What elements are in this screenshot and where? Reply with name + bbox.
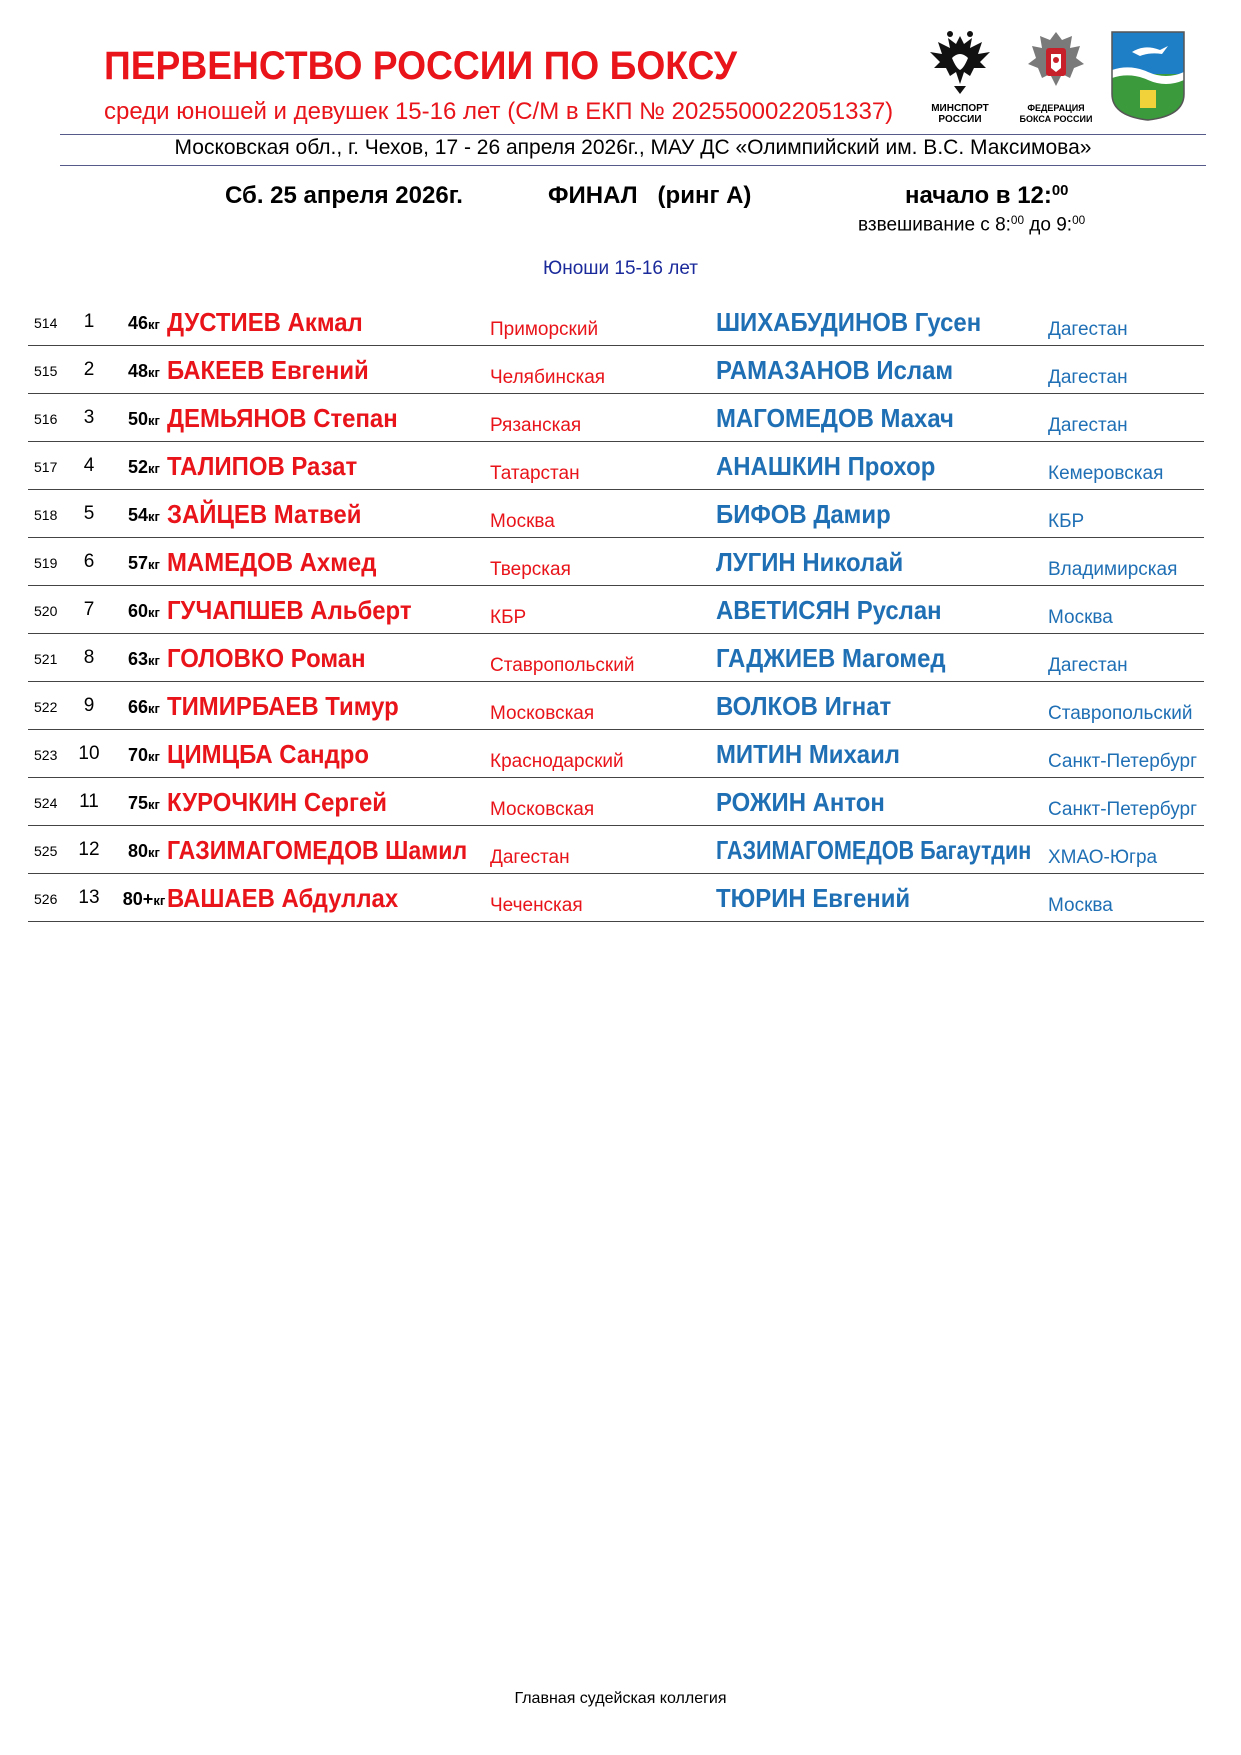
red-corner-region: Татарстан xyxy=(490,463,580,484)
weight-unit: кг xyxy=(153,893,166,908)
weight-unit: кг xyxy=(148,653,160,668)
weight-unit: кг xyxy=(148,365,160,380)
blue-corner-name: БИФОВ Дамир xyxy=(716,499,891,529)
section-title: Юноши 15-16 лет xyxy=(543,258,698,279)
red-corner-name: ГУЧАПШЕВ Альберт xyxy=(167,595,412,625)
weight-unit: кг xyxy=(148,509,160,524)
page-title: ПЕРВЕНСТВО РОССИИ ПО БОКСУ xyxy=(104,44,737,88)
red-corner-name: КУРОЧКИН Сергей xyxy=(167,787,388,817)
bout-number: 11 xyxy=(79,791,99,812)
table-row xyxy=(28,826,1204,874)
table-row xyxy=(28,586,1204,634)
red-corner-region: Дагестан xyxy=(490,847,570,868)
table-row xyxy=(28,490,1204,538)
session-date: Сб. 25 апреля 2026г. xyxy=(225,182,463,209)
blue-corner-region: Санкт-Петербург xyxy=(1048,799,1198,820)
federation-logo xyxy=(1018,28,1094,125)
header-rule-bottom xyxy=(60,165,1206,166)
red-corner-name: ЗАЙЦЕВ Матвей xyxy=(167,499,362,529)
bout-code: 520 xyxy=(34,603,58,619)
session-start-time xyxy=(905,182,1068,210)
start-prefix: начало в 12: xyxy=(905,182,1052,209)
weight-unit: кг xyxy=(148,413,160,428)
table-row xyxy=(28,298,1204,346)
weight-value: 70 xyxy=(128,745,149,765)
blue-corner-region: ХМАО-Югра xyxy=(1048,847,1158,868)
blue-corner-name: АВЕТИСЯН Руслан xyxy=(716,595,942,625)
table-row xyxy=(28,346,1204,394)
weigh-in-time xyxy=(858,214,1085,236)
weight-unit: кг xyxy=(148,557,160,572)
red-corner-region: КБР xyxy=(490,607,527,628)
weight-value: 57 xyxy=(128,553,149,573)
red-corner-region: Приморский xyxy=(490,319,599,340)
red-corner-region: Тверская xyxy=(490,559,571,580)
footer-signature: Главная судейская коллегия xyxy=(514,1690,727,1707)
weigh-prefix: взвешивание с 8: xyxy=(858,214,1011,236)
blue-corner-name: АНАШКИН Прохор xyxy=(716,451,936,481)
bout-code: 526 xyxy=(34,891,58,907)
bout-code: 525 xyxy=(34,843,58,859)
blue-corner-region: КБР xyxy=(1048,511,1085,532)
bout-number: 3 xyxy=(83,407,95,428)
weight-unit: кг xyxy=(148,317,160,332)
blue-corner-name: ТЮРИН Евгений xyxy=(716,883,911,913)
bout-code: 521 xyxy=(34,651,58,667)
blue-corner-region: Дагестан xyxy=(1048,415,1128,436)
red-corner-region: Челябинская xyxy=(490,367,606,388)
blue-corner-name: ГАЗИМАГОМЕДОВ Багаутдин xyxy=(716,835,1032,865)
table-row xyxy=(28,874,1204,922)
header-rule-top xyxy=(60,134,1206,135)
blue-corner-name: МАГОМЕДОВ Махач xyxy=(716,403,954,433)
bout-code: 514 xyxy=(34,315,58,331)
blue-corner-name: ГАДЖИЕВ Магомед xyxy=(716,643,946,673)
bout-number: 1 xyxy=(83,311,95,332)
blue-corner-name: РАМАЗАНОВ Ислам xyxy=(716,355,954,385)
blue-corner-name: ВОЛКОВ Игнат xyxy=(716,691,892,721)
blue-corner-region: Ставропольский xyxy=(1048,703,1193,724)
table-row xyxy=(28,394,1204,442)
bout-number: 5 xyxy=(83,503,95,524)
boxing-federation-emblem-icon xyxy=(1018,28,1094,98)
weight-value: 46 xyxy=(128,313,149,333)
weight-unit: кг xyxy=(148,749,160,764)
red-corner-region: Москва xyxy=(490,511,555,532)
red-corner-region: Рязанская xyxy=(490,415,582,436)
minsport-caption: МИНСПОРТ РОССИИ xyxy=(931,103,989,125)
blue-corner-region: Дагестан xyxy=(1048,655,1128,676)
bout-number: 4 xyxy=(83,455,95,476)
bout-number: 9 xyxy=(83,695,95,716)
blue-corner-region: Санкт-Петербург xyxy=(1048,751,1198,772)
weigh-from-minutes: 00 xyxy=(1010,214,1025,227)
double-headed-eagle-icon xyxy=(920,28,1000,98)
minsport-logo xyxy=(920,28,1000,125)
weight-value: 60 xyxy=(128,601,149,621)
bout-code: 523 xyxy=(34,747,58,763)
bout-number: 10 xyxy=(78,743,100,764)
weight-value: 52 xyxy=(128,457,149,477)
bout-code: 518 xyxy=(34,507,58,523)
red-corner-name: ТАЛИПОВ Разат xyxy=(167,451,358,481)
bout-number: 8 xyxy=(83,647,95,668)
session-stage: ФИНАЛ (ринг А) xyxy=(548,182,752,209)
blue-corner-name: РОЖИН Антон xyxy=(716,787,885,817)
blue-corner-name: ШИХАБУДИНОВ Гусен xyxy=(716,307,982,337)
weigh-mid: до 9: xyxy=(1024,214,1073,236)
weight-value: 80+ xyxy=(122,889,154,909)
red-corner-region: Ставропольский xyxy=(490,655,635,676)
red-corner-region: Чеченская xyxy=(490,895,583,916)
bout-number: 12 xyxy=(78,839,100,860)
event-location: Московская обл., г. Чехов, 17 - 26 апреля 2026г., МАУ ДС «Олимпийский им. В.С. Максимова» xyxy=(174,136,1092,159)
bout-code: 517 xyxy=(34,459,58,475)
weigh-to-minutes: 00 xyxy=(1072,214,1086,227)
bout-number: 2 xyxy=(83,359,95,380)
weight-unit: кг xyxy=(148,701,160,716)
city-logo xyxy=(1110,30,1186,127)
page-subtitle: среди юношей и девушек 15-16 лет (С/М в ЕКП № 2025500022051337) xyxy=(104,98,894,125)
weight-value: 80 xyxy=(128,841,149,861)
bout-code: 515 xyxy=(34,363,58,379)
weight-unit: кг xyxy=(148,461,160,476)
red-corner-name: БАКЕЕВ Евгений xyxy=(167,355,369,385)
federation-caption: ФЕДЕРАЦИЯ БОКСА РОССИИ xyxy=(1019,103,1093,124)
red-corner-name: ТИМИРБАЕВ Тимур xyxy=(167,691,399,721)
weight-value: 63 xyxy=(128,649,149,669)
red-corner-name: ДУСТИЕВ Акмал xyxy=(167,307,363,337)
red-corner-name: ГОЛОВКО Роман xyxy=(167,643,366,673)
table-row xyxy=(28,778,1204,826)
red-corner-name: ГАЗИМАГОМЕДОВ Шамил xyxy=(167,835,468,865)
blue-corner-region: Москва xyxy=(1048,607,1113,628)
blue-corner-region: Москва xyxy=(1048,895,1113,916)
blue-corner-region: Кемеровская xyxy=(1048,463,1164,484)
weight-unit: кг xyxy=(148,845,160,860)
red-corner-name: МАМЕДОВ Ахмед xyxy=(167,547,377,577)
weight-value: 66 xyxy=(128,697,149,717)
chekhov-coat-of-arms-icon xyxy=(1110,30,1186,122)
red-corner-name: ВАШАЕВ Абдуллах xyxy=(167,883,399,913)
red-corner-name: ДЕМЬЯНОВ Степан xyxy=(167,403,398,433)
table-row xyxy=(28,730,1204,778)
bout-code: 516 xyxy=(34,411,58,427)
table-row xyxy=(28,442,1204,490)
blue-corner-name: ЛУГИН Николай xyxy=(716,547,904,577)
red-corner-region: Московская xyxy=(490,799,595,820)
bout-code: 522 xyxy=(34,699,58,715)
bout-code: 519 xyxy=(34,555,58,571)
bout-number: 7 xyxy=(83,599,95,620)
blue-corner-region: Владимирская xyxy=(1048,559,1178,580)
blue-corner-name: МИТИН Михаил xyxy=(716,739,900,769)
table-row xyxy=(28,538,1204,586)
red-corner-region: Московская xyxy=(490,703,595,724)
logos xyxy=(920,28,1195,128)
table-row xyxy=(28,682,1204,730)
bout-number: 6 xyxy=(83,551,95,572)
weight-value: 48 xyxy=(128,361,149,381)
bout-number: 13 xyxy=(78,887,100,908)
weight-unit: кг xyxy=(148,797,160,812)
bout-code: 524 xyxy=(34,795,58,811)
blue-corner-region: Дагестан xyxy=(1048,367,1128,388)
bouts-table xyxy=(28,298,1204,922)
red-corner-region: Краснодарский xyxy=(490,751,624,772)
weight-value: 54 xyxy=(128,505,149,525)
blue-corner-region: Дагестан xyxy=(1048,319,1128,340)
red-corner-name: ЦИМЦБА Сандро xyxy=(167,739,369,769)
weight-value: 50 xyxy=(128,409,149,429)
table-row xyxy=(28,634,1204,682)
weight-value: 75 xyxy=(128,793,149,813)
weight-unit: кг xyxy=(148,605,160,620)
start-minutes: 00 xyxy=(1051,182,1069,199)
